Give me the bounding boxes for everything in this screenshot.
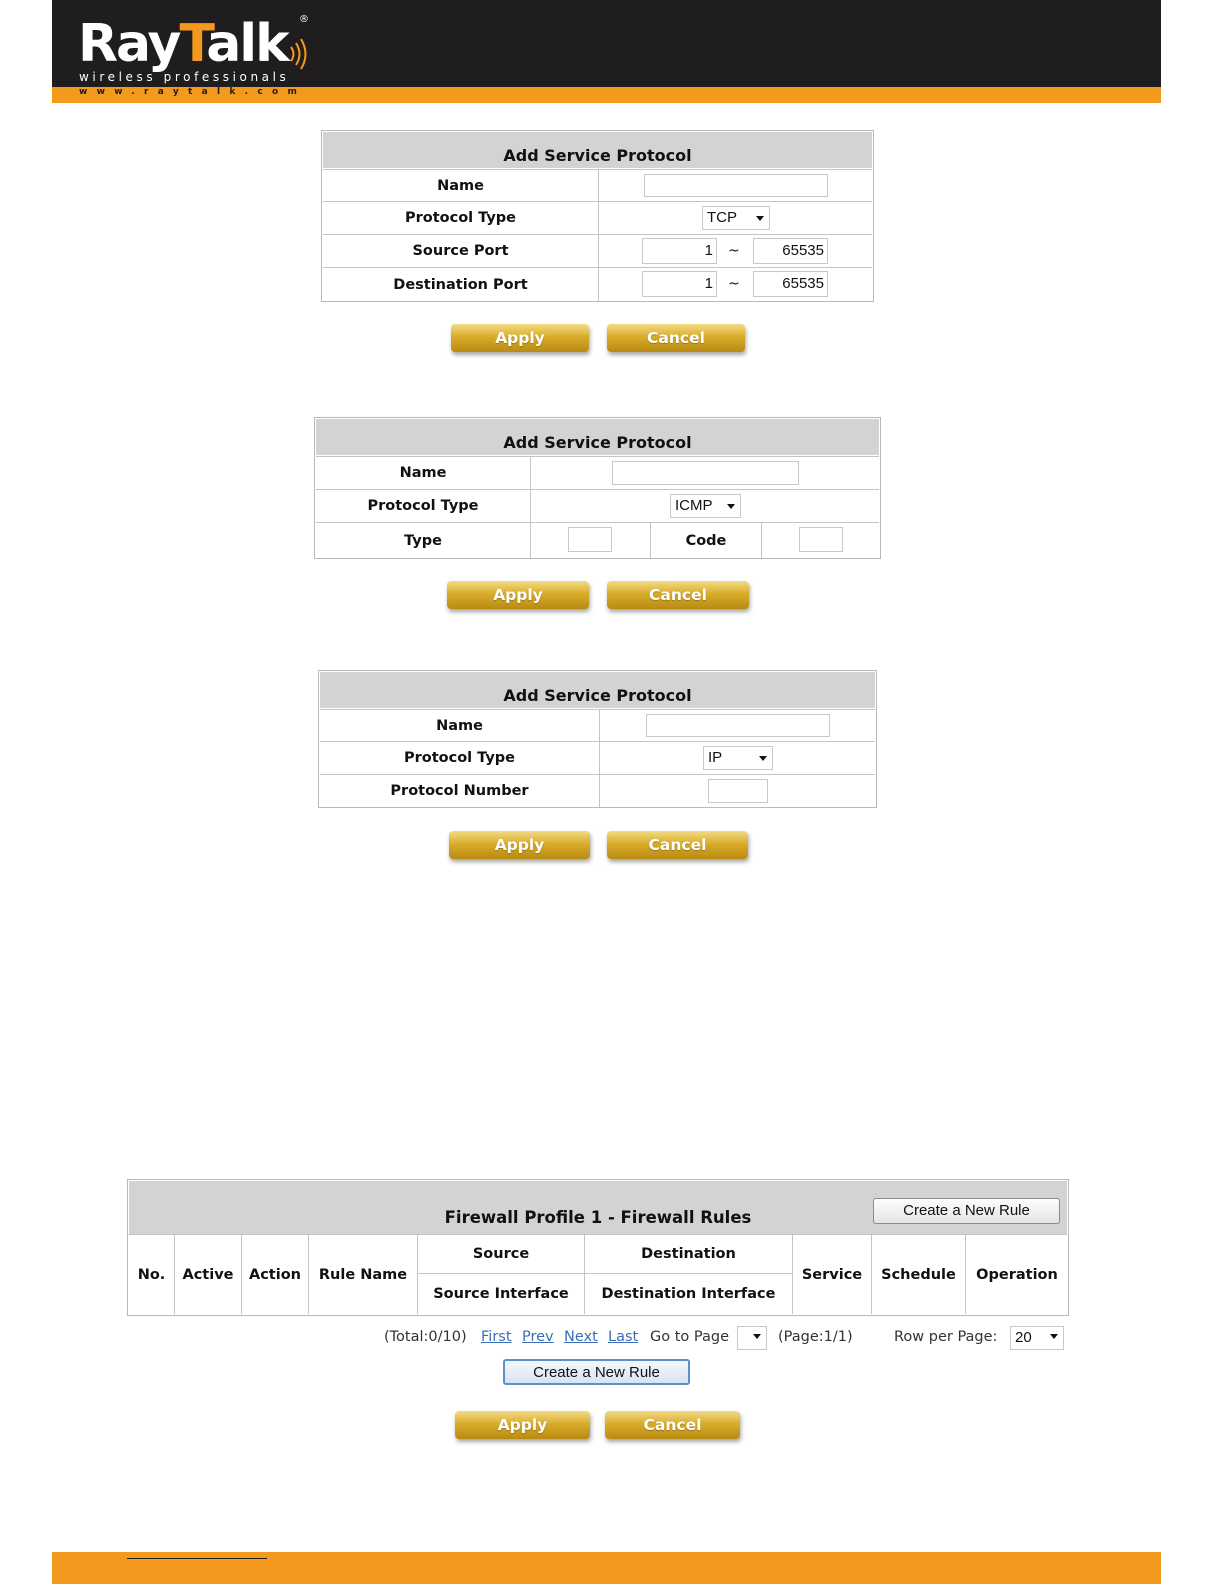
name-input[interactable] [644, 174, 828, 197]
name-row [323, 169, 872, 201]
source-port-row [323, 234, 872, 267]
logo-url: www.raytalk.com [79, 87, 307, 97]
registered-mark: ® [299, 14, 309, 25]
protocol-type-label: Protocol Type [323, 202, 599, 234]
column-active: Active [182, 1266, 234, 1283]
dropdown-caret-icon [759, 756, 767, 761]
name-row [320, 709, 875, 741]
protocol-number-input[interactable] [708, 779, 768, 803]
apply-button[interactable]: Apply [447, 581, 589, 609]
wireless-waves-icon [288, 36, 310, 72]
pager-next-link[interactable]: Next [564, 1329, 598, 1345]
protocol-type-select[interactable] [702, 206, 770, 230]
code-input[interactable] [799, 527, 843, 552]
range-separator: ~ [728, 243, 740, 259]
name-row [316, 456, 879, 489]
apply-button[interactable]: Apply [451, 324, 589, 352]
add-service-protocol-icmp-panel [314, 417, 881, 559]
protocol-number-row [320, 774, 875, 807]
source-port-label: Source Port [323, 235, 599, 267]
pager-total: (Total:0/10) [384, 1329, 467, 1345]
protocol-type-label: Protocol Type [320, 742, 600, 774]
code-label: Code [650, 523, 762, 558]
column-service: Service [801, 1266, 863, 1283]
destination-port-to-input[interactable]: 65535 [753, 271, 828, 297]
go-to-page-select[interactable] [737, 1326, 767, 1350]
pager-first-link[interactable]: First [481, 1329, 512, 1345]
footer-accent-bar [52, 1552, 1161, 1584]
rows-per-page-value: 20 [1015, 1329, 1032, 1346]
column-schedule: Schedule [881, 1266, 956, 1283]
destination-port-label: Destination Port [323, 268, 599, 301]
column-source: Source [472, 1246, 530, 1262]
footer-rule [127, 1558, 267, 1559]
cancel-button[interactable]: Cancel [607, 831, 748, 859]
panel-title: Add Service Protocol [323, 132, 872, 168]
dropdown-caret-icon [1050, 1334, 1058, 1339]
pager-prev-link[interactable]: Prev [522, 1329, 554, 1345]
cancel-button[interactable]: Cancel [607, 581, 749, 609]
cancel-button[interactable]: Cancel [607, 324, 745, 352]
firewall-rules-title: Firewall Profile 1 - Firewall Rules [444, 1208, 752, 1227]
column-source-interface: Source Interface [433, 1286, 569, 1302]
protocol-type-row [323, 201, 872, 234]
protocol-type-select[interactable] [703, 746, 773, 770]
logo-tagline: wireless professionals [79, 70, 290, 84]
panel-title: Add Service Protocol [320, 672, 875, 708]
source-port-from-input[interactable]: 1 [642, 238, 717, 264]
dropdown-caret-icon [756, 216, 764, 221]
name-label: Name [323, 170, 599, 201]
rows-per-page-select[interactable] [1010, 1326, 1064, 1350]
firewall-rules-header [129, 1181, 1067, 1234]
protocol-type-value: ICMP [675, 497, 713, 514]
destination-port-from-input[interactable]: 1 [642, 271, 717, 297]
protocol-type-value: IP [708, 749, 723, 766]
column-action: Action [248, 1266, 301, 1283]
page-info: (Page:1/1) [778, 1329, 853, 1345]
cancel-button[interactable]: Cancel [605, 1411, 740, 1439]
add-service-protocol-ip-panel [318, 670, 877, 808]
create-new-rule-button-bottom[interactable]: Create a New Rule [503, 1359, 690, 1385]
protocol-type-select[interactable] [670, 494, 741, 518]
rows-per-page-label: Row per Page: [894, 1329, 998, 1345]
type-code-row [316, 522, 879, 558]
protocol-type-row [316, 489, 879, 522]
column-operation: Operation [976, 1266, 1058, 1283]
type-input[interactable] [568, 527, 612, 552]
column-destination: Destination [641, 1246, 736, 1262]
column-no: No. [137, 1266, 166, 1283]
raytalk-logo: RayTalk [78, 14, 288, 74]
go-to-page-label: Go to Page [650, 1329, 729, 1345]
protocol-type-label: Protocol Type [316, 490, 531, 522]
source-port-to-input[interactable]: 65535 [753, 238, 828, 264]
create-new-rule-button[interactable]: Create a New Rule [873, 1198, 1060, 1224]
firewall-rules-table [127, 1179, 1069, 1316]
add-service-protocol-tcp-panel [321, 130, 874, 302]
protocol-number-label: Protocol Number [320, 775, 600, 807]
pager-last-link[interactable]: Last [608, 1329, 639, 1345]
dropdown-caret-icon [753, 1334, 761, 1339]
column-rule-name: Rule Name [318, 1266, 408, 1283]
dropdown-caret-icon [727, 504, 735, 509]
panel-title: Add Service Protocol [316, 419, 879, 455]
name-label: Name [316, 457, 531, 489]
apply-button[interactable]: Apply [449, 831, 590, 859]
type-label: Type [316, 523, 531, 558]
protocol-type-value: TCP [707, 209, 737, 226]
name-input[interactable] [612, 461, 799, 485]
destination-port-row [323, 267, 872, 301]
name-label: Name [320, 710, 600, 741]
apply-button[interactable]: Apply [455, 1411, 590, 1439]
range-separator: ~ [728, 276, 740, 292]
protocol-type-row [320, 741, 875, 774]
name-input[interactable] [646, 714, 830, 737]
column-destination-interface: Destination Interface [601, 1286, 776, 1302]
